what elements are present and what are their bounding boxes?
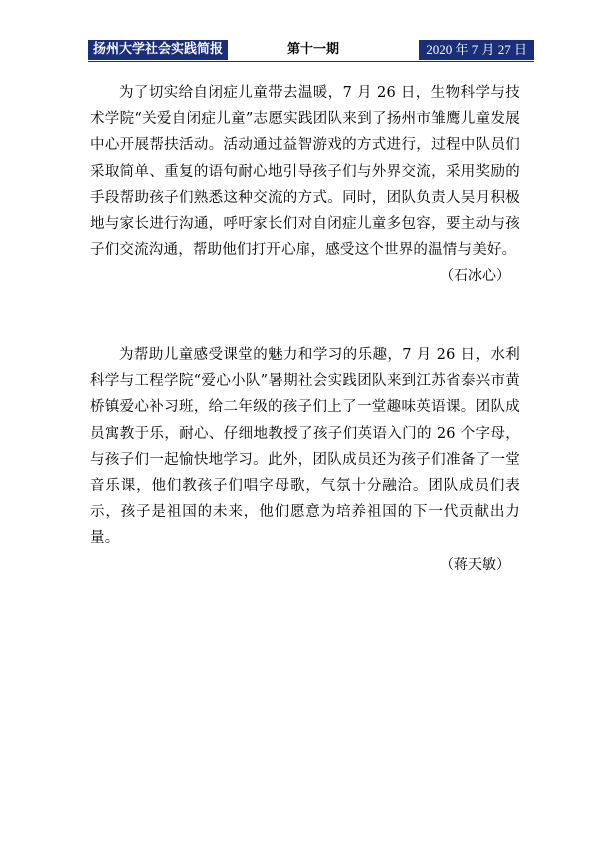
article-body: 为帮助儿童感受课堂的魅力和学习的乐趣，7 月 26 日，水利科学与工程学院“爱心小队”暑期社会实践团队来到江苏省泰兴市黄桥镇爱心补习班，给二年级的孩子们上了一堂趣味英语课。团队成员寓教于乐，耐心、仔细地教授了孩子们英语入门的 26 个字母，与孩子们一起愉快地学习。此外，团队成员还为孩子们准备了一堂音乐课，他们教孩子们唱字母歌，气氛十分融洽。团队成员们表示，孩子是祖国的未来，他们愿意为培养祖国的下一代贡献出力量。 xyxy=(90,347,520,547)
article xyxy=(90,80,520,287)
issue-date: 2020 年 7 月 27 日 xyxy=(419,40,534,60)
header-divider xyxy=(88,61,534,62)
page-header xyxy=(88,40,534,60)
article-author: （蒋天敏） xyxy=(440,556,510,573)
article-body: 为了切实给自闭症儿童带去温暖，7 月 26 日，生物科学与技术学院“关爱自闭症儿童”志愿实践团队来到了扬州市雏鹰儿童发展中心开展帮扶活动。活动通过益智游戏的方式进行，过程中队员们采取简单、重复的语句耐心地引导孩子们与外界交流，采用奖励的手段帮助孩子们熟悉这种交流的方式。同时，团队负责人吴月积极地与家长进行沟通，呼吁家长们对自闭症儿童多包容，要主动与孩子们交流沟通，帮助他们打开心扉，感受这个世界的温情与美好。 xyxy=(90,85,520,259)
issue-number: 第十一期 xyxy=(287,42,340,57)
article xyxy=(90,342,520,576)
article-author: （石冰心） xyxy=(440,268,510,285)
publication-title: 扬州大学社会实践简报 xyxy=(88,40,228,60)
